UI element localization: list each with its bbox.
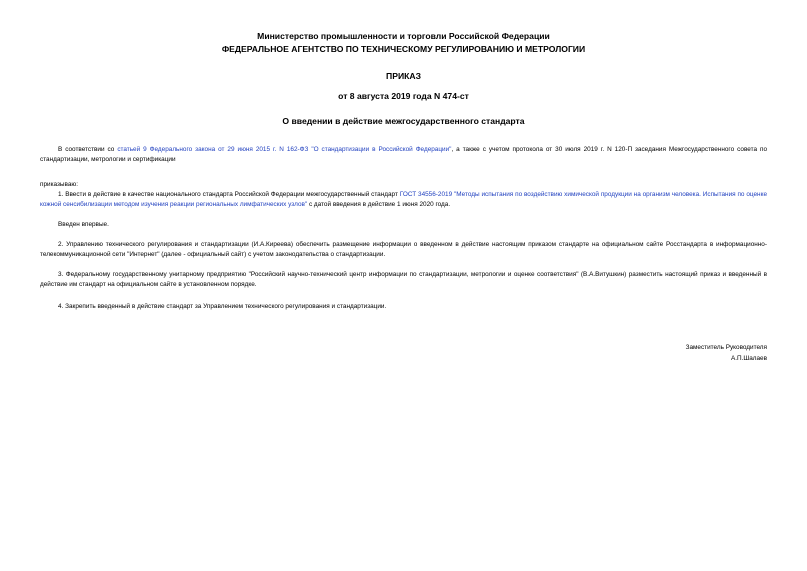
item-1-prefix: 1. Ввести в действие в качестве национального стандарта Российской Федерации межгосударственный стандарт <box>58 191 400 198</box>
order-date: от 8 августа 2019 года N 474-ст <box>338 91 469 101</box>
intro-paragraph <box>40 145 767 165</box>
item-3-paragraph: 3. Федеральному государственному унитарному предприятию "Российский научно-технический центр информации по стандартизации, метрологии и оценке соответствия" (В.А.Витушкин) разместить настоящий приказ и введенный в действие им стандарт на официальном сайте в установленном порядке. <box>40 271 767 288</box>
introduced-first-note: Введен впервые. <box>58 221 109 228</box>
ministry-name: Министерство промышленности и торговли Российской Федерации <box>257 31 550 41</box>
federal-law-link[interactable]: статьей 9 Федерального закона от 29 июня 2015 г. N 162-ФЗ "О стандартизации в Российской Федерации" <box>117 146 452 153</box>
item-2-paragraph: 2. Управлению технического регулирования и стандартизации (И.А.Киреева) обеспечить размещение информации о введенном в действие настоящим приказом стандарте на официальном сайте Росстандарта в информационно-телекоммуникационной сети "Интернет" (далее - официальный сайт) с учетом законодательства о стандартизации. <box>40 241 767 258</box>
item-4-paragraph: 4. Закрепить введенный в действие стандарт за Управлением технического регулирования и стандартизации. <box>58 303 387 310</box>
order-title: ПРИКАЗ <box>386 71 421 81</box>
signatory-position: Заместитель Руководителя <box>685 344 767 351</box>
order-word: приказываю: <box>40 181 78 188</box>
order-subject: О введении в действие межгосударственного стандарта <box>282 116 525 126</box>
intro-suffix: , а также с учетом протокола от 30 июля 2019 г. N 120-П заседания Межгосударственного совета по стандартизации, метрологии и сертификации <box>40 146 768 163</box>
agency-name: ФЕДЕРАЛЬНОЕ АГЕНТСТВО ПО ТЕХНИЧЕСКОМУ РЕГУЛИРОВАНИЮ И МЕТРОЛОГИИ <box>221 44 586 54</box>
gost-standard-link[interactable]: ГОСТ 34556-2019 "Методы испытания по воздействию химической продукции на организм человека. Испытания по оценке кожной сенсибилизации методом изучения реакции региональных лимфатических узлов" <box>40 191 767 208</box>
item-1-suffix: с датой введения в действие 1 июня 2020 года. <box>307 201 451 208</box>
signatory-name: А.П.Шалаев <box>730 355 767 362</box>
item-1-paragraph <box>40 190 767 210</box>
intro-prefix: В соответствии со <box>58 146 118 153</box>
